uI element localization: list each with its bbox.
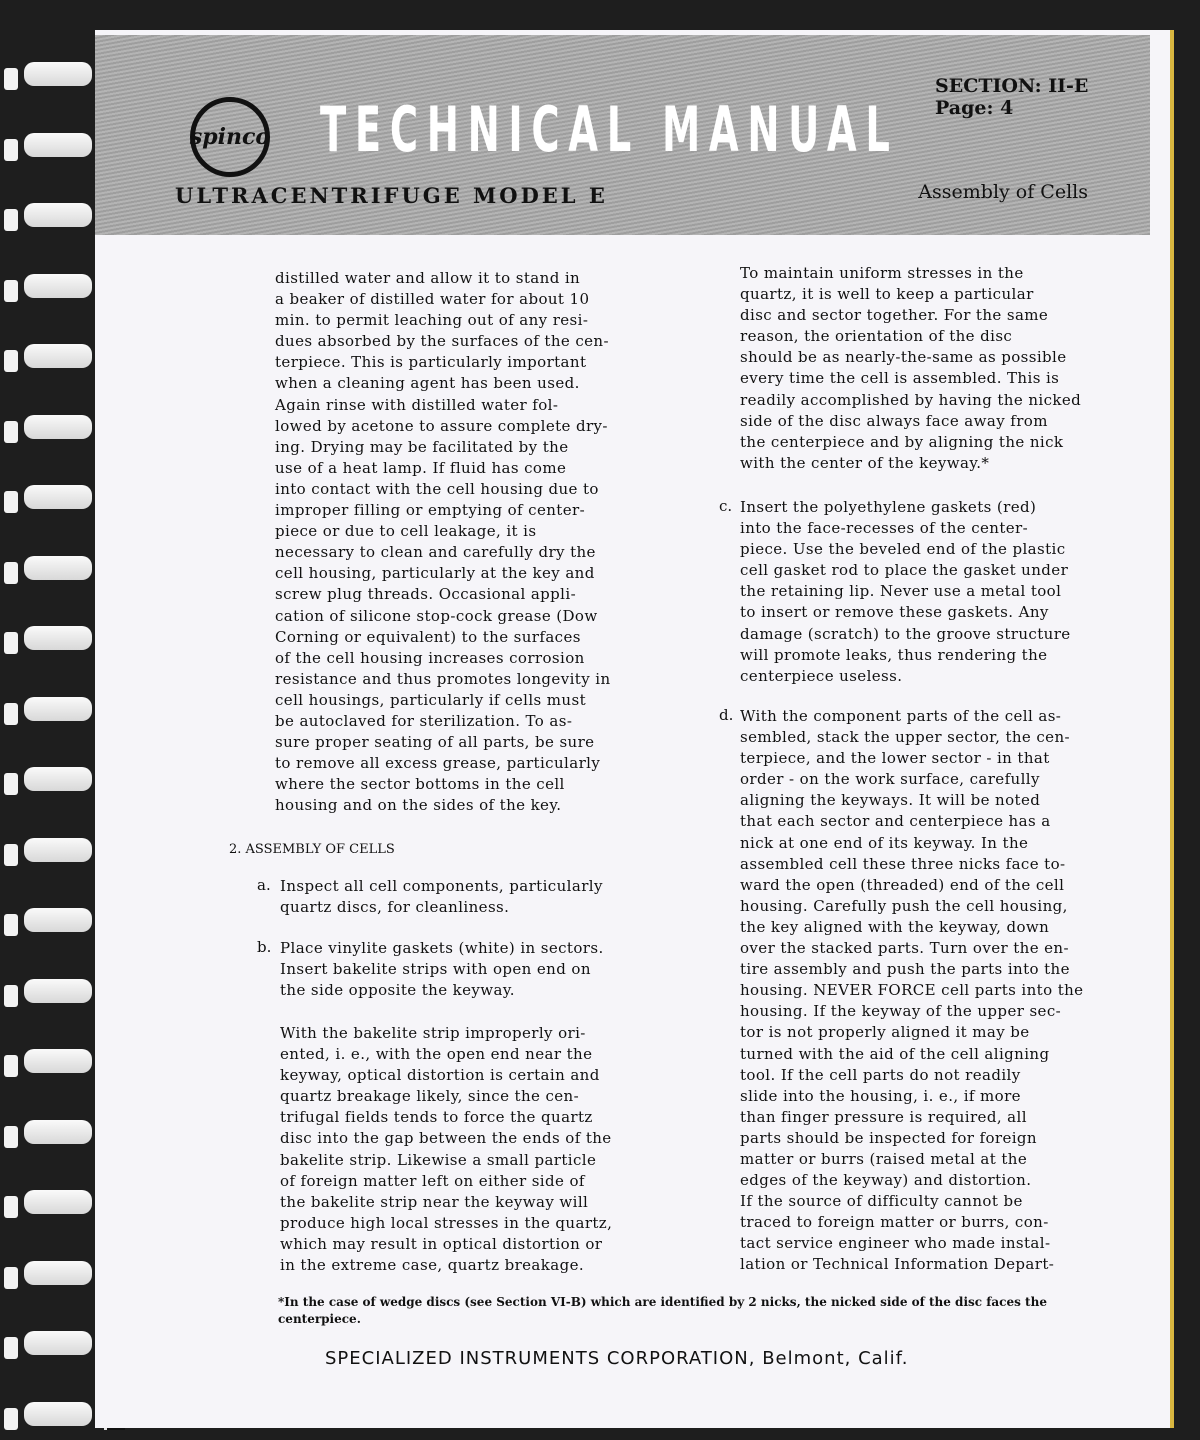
item-b-text [280,938,604,1001]
text-line: the bakelite strip near the keyway will [280,1192,589,1211]
text-line: traced to foreign matter or burrs, con- [740,1213,1049,1232]
text-line: edges of the keyway) and distortion. [740,1171,1032,1190]
text-line: Inspect all cell components, particularly [280,877,603,895]
text-line: tool. If the cell parts do not readily [740,1065,1021,1084]
text-line: lation or Technical Information Depart- [740,1255,1055,1274]
item-d-label: d. [719,706,734,724]
text-line: the centerpiece and by aligning the nick [740,432,1064,451]
text-line: lowed by acetone to assure complete dry- [275,416,608,435]
text-line: tire assembly and push the parts into the [740,960,1070,979]
text-line: screw plug threads. Occasional appli- [275,585,577,604]
text-line: every time the cell is assembled. This is [740,369,1060,388]
text-line: when a cleaning agent has been used. [275,374,580,393]
text-line: where the sector bottoms in the cell [275,775,565,794]
section-info [935,75,1088,119]
text-line: cell gasket rod to place the gasket under [740,561,1069,580]
text-line: order - on the work surface, carefully [740,770,1040,789]
section-heading: 2. ASSEMBLY OF CELLS [229,842,395,857]
text-line: into the face-recesses of the center- [740,519,1029,538]
text-line: tact service engineer who made instal- [740,1234,1051,1253]
text-line: improper filling or emptying of center- [275,501,586,520]
text-line: housing. NEVER FORCE cell parts into the [740,981,1084,1000]
text-line: tor is not properly aligned it may be [740,1023,1030,1042]
text-line: With the bakelite strip improperly ori- [280,1024,586,1042]
text-line: terpiece. This is particularly important [275,353,587,372]
item-c-text [740,497,1071,687]
item-d-text [740,706,1083,1276]
item-b-label: b. [257,938,272,956]
text-line: housing. Carefully push the cell housing, [740,896,1068,915]
text-line: which may result in optical distortion or [280,1234,603,1253]
text-line: produce high local stresses in the quartz, [280,1213,613,1232]
text-line: turned with the aid of the cell aligning [740,1044,1050,1063]
text-line: of the cell housing increases corrosion [275,648,585,667]
text-line: min. to permit leaching out of any resi- [275,311,589,330]
text-line: side of the disc always face away from [740,411,1048,430]
text-line: Again rinse with distilled water fol- [275,395,559,414]
text-line: damage (scratch) to the groove structure [740,624,1071,643]
text-line: resistance and thus promotes longevity in [275,669,611,688]
text-line: a beaker of distilled water for about 10 [275,290,590,309]
text-line: assembled cell these three nicks face to- [740,854,1066,873]
text-line: housing. If the keyway of the upper sec- [740,1002,1062,1021]
text-line: matter or burrs (raised metal at the [740,1149,1028,1168]
left-paragraph [275,268,611,816]
text-line: to remove all excess grease, particularly [275,754,601,773]
text-line: cation of silicone stop-cock grease (Dow [275,606,598,625]
text-line: into contact with the cell housing due to [275,479,599,498]
text-line: keyway, optical distortion is certain and [280,1066,600,1085]
text-line: the retaining lip. Never use a metal tool [740,582,1062,601]
text-line: distilled water and allow it to stand in [275,269,581,287]
company-footer: SPECIALIZED INSTRUMENTS CORPORATION, Belmont, Calif. [325,1348,909,1369]
text-line: piece or due to cell leakage, it is [275,522,537,541]
text-line: Place vinylite gaskets (white) in sectors. [280,939,604,957]
text-line: bakelite strip. Likewise a small particle [280,1150,597,1169]
text-line: Corning or equivalent) to the surfaces [275,627,581,646]
text-line: to insert or remove these gaskets. Any [740,603,1049,622]
text-line: housing and on the sides of the key. [275,796,562,815]
text-line: parts should be inspected for foreign [740,1128,1037,1147]
text-line: use of a heat lamp. If fluid has come [275,458,567,477]
text-line: readily accomplished by having the nicked [740,390,1082,409]
text-line: that each sector and centerpiece has a [740,812,1051,831]
text-line: ing. Drying may be facilitated by the [275,437,569,456]
text-line: sure proper seating of all parts, be sure [275,733,595,752]
text-line: reason, the orientation of the disc [740,327,1013,346]
manual-title: TECHNICAL MANUAL [320,93,899,166]
page-header [95,35,1150,235]
text-line: with the center of the keyway.* [740,453,990,472]
text-line: ented, i. e., with the open end near the [280,1045,593,1064]
text-line: the key aligned with the keyway, down [740,917,1050,936]
text-line: should be as nearly-the-same as possible [740,348,1067,367]
text-line: quartz discs, for cleanliness. [280,898,510,917]
text-line: slide into the housing, i. e., if more [740,1086,1021,1105]
text-line: trifugal fields tends to force the quartz [280,1108,593,1127]
item-a-text [280,876,603,918]
text-line: be autoclaved for sterilization. To as- [275,711,573,730]
right-paragraph [740,263,1081,474]
text-line: aligning the keyways. It will be noted [740,791,1041,810]
text-line: over the stacked parts. Turn over the en- [740,939,1069,958]
page-number: Page: 4 [935,97,1014,119]
text-line: terpiece, and the lower sector - in that [740,749,1050,768]
text-line: nick at one end of its keyway. In the [740,833,1029,852]
text-line: ward the open (threaded) end of the cell [740,875,1065,894]
text-line: disc into the gap between the ends of the [280,1129,612,1148]
text-line: quartz, it is well to keep a particular [740,285,1034,304]
text-line: piece. Use the beveled end of the plastic [740,540,1066,559]
text-line: Insert bakelite strips with open end on [280,960,591,979]
text-line: in the extreme case, quartz breakage. [280,1256,585,1275]
text-line: quartz breakage likely, since the cen- [280,1087,580,1106]
text-line: disc and sector together. For the same [740,306,1049,325]
text-line: centerpiece useless. [740,666,903,685]
item-c-label: c. [719,497,733,515]
text-line: With the component parts of the cell as- [740,707,1062,725]
section-subject: Assembly of Cells [918,181,1088,203]
text-line: of foreign matter left on either side of [280,1171,585,1190]
text-line: than finger pressure is required, all [740,1107,1027,1126]
text-line: sembled, stack the upper sector, the cen- [740,728,1070,747]
footnote: *In the case of wedge discs (see Section VI-B) which are identified by 2 nicks, the nicked side of the disc faces the centerpiece. [278,1295,1047,1326]
text-line: cell housing, particularly at the key and [275,564,595,583]
text-line: necessary to clean and carefully dry the [275,543,596,562]
model-name: ULTRACENTRIFUGE MODEL E [175,183,608,208]
text-line: To maintain uniform stresses in the [740,264,1024,282]
text-line: the side opposite the keyway. [280,981,515,1000]
text-line: cell housings, particularly if cells must [275,690,587,709]
item-a-label: a. [257,876,271,894]
item-b-note [280,1023,612,1276]
spinco-logo: spinco [190,97,270,177]
manual-page [95,30,1174,1428]
text-line: If the source of difficulty cannot be [740,1192,1023,1211]
text-line: Insert the polyethylene gaskets (red) [740,498,1037,516]
section-number: SECTION: II-E [935,75,1089,97]
text-line: dues absorbed by the surfaces of the cen- [275,332,609,351]
text-line: will promote leaks, thus rendering the [740,645,1048,664]
